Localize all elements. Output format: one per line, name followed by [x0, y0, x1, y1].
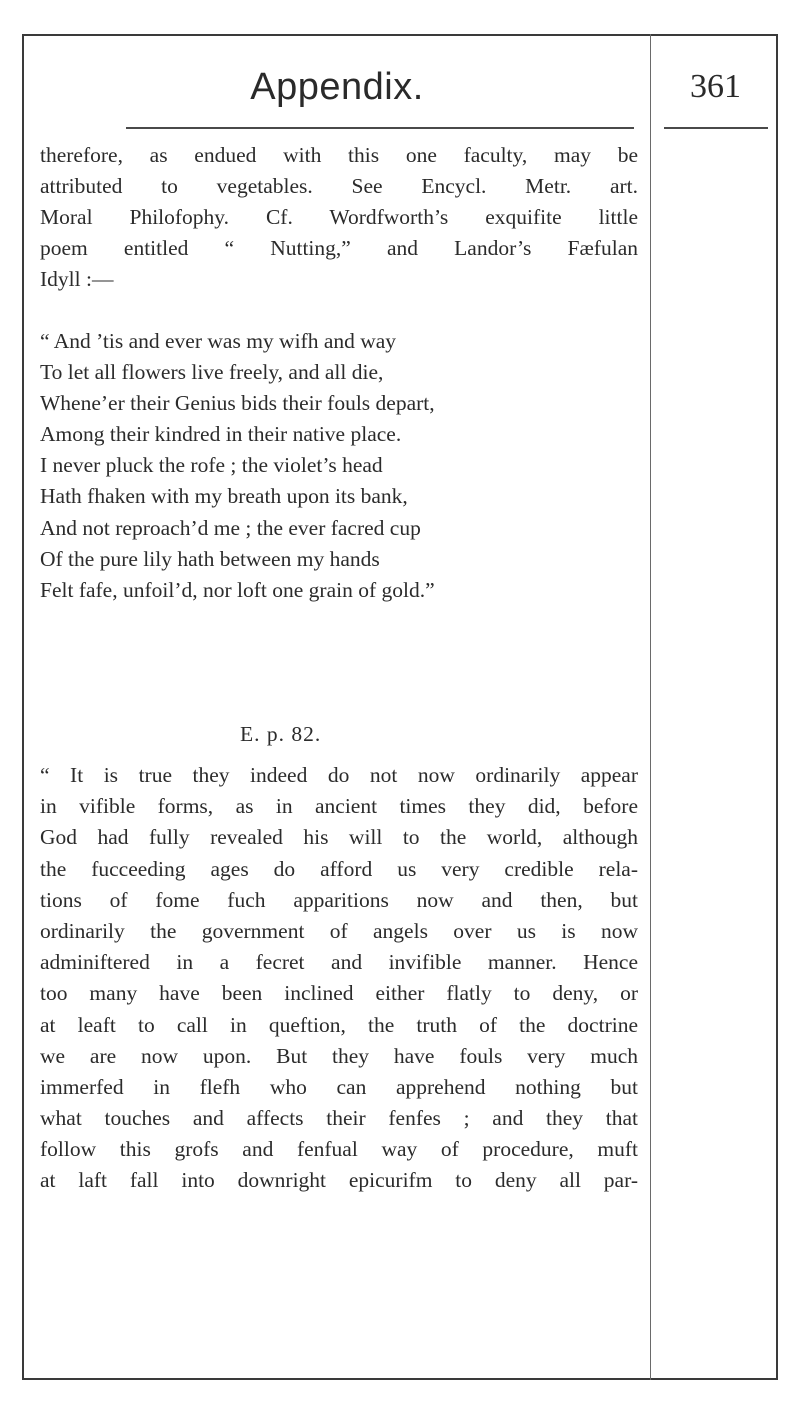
text-line: the fucceeding ages do afford us very credible rela- — [40, 856, 638, 881]
text-line: follow this grofs and fenfual way of procedure, muft — [40, 1137, 638, 1162]
page-title: Appendix. — [250, 66, 424, 108]
poem-quotation — [40, 326, 638, 606]
text-line: adminiftered in a fecret and invifible manner. Hence — [40, 950, 638, 975]
poem-line: To let all flowers live freely, and all die, — [40, 360, 384, 385]
text-line: poem entitled “ Nutting,” and Landor’s Fæfulan — [40, 236, 638, 261]
page-number-rule — [664, 127, 768, 129]
poem-line: And not reproach’d me ; the ever facred cup — [40, 515, 421, 540]
section-heading: E. p. 82. — [240, 722, 322, 746]
text-line: Moral Philofophy. Cf. Wordfworth’s exquifite little — [40, 205, 638, 230]
text-line: Idyll :— — [40, 267, 114, 292]
text-line: immerfed in flefh who can apprehend nothing but — [40, 1074, 638, 1099]
text-line: what touches and affects their fenfes ; and they that — [40, 1106, 638, 1131]
text-line: in vifible forms, as in ancient times they did, before — [40, 794, 638, 819]
text-line: tions of fome fuch apparitions now and then, but — [40, 887, 638, 912]
text-line: God had fully revealed his will to the world, although — [40, 825, 638, 850]
text-line: “ It is true they indeed do not now ordinarily appear — [40, 763, 638, 787]
poem-line: Of the pure lily hath between my hands — [40, 546, 380, 571]
quotation-paragraph — [40, 760, 638, 1197]
poem-line: “ And ’tis and ever was my wifh and way — [40, 329, 397, 353]
text-line: ordinarily the government of angels over us is now — [40, 918, 638, 943]
text-line: at laft fall into downright epicurifm to deny all par- — [40, 1168, 638, 1193]
text-line: we are now upon. But they have fouls very much — [40, 1043, 638, 1068]
text-line: too many have been inclined either flatly to deny, or — [40, 981, 638, 1006]
poem-line: Among their kindred in their native place. — [40, 422, 402, 447]
poem-line: I never pluck the rofe ; the violet’s head — [40, 453, 383, 478]
text-line: at leaft to call in queftion, the truth of the doctrine — [40, 1012, 638, 1037]
text-line: therefore, as endued with this one faculty, may be — [40, 143, 638, 167]
poem-line: Felt fafe, unfoil’d, nor loft one grain of gold.” — [40, 577, 435, 602]
page-number: 361 — [690, 68, 741, 105]
poem-line: Whene’er their Genius bids their fouls depart, — [40, 391, 435, 416]
title-rule — [126, 127, 634, 129]
intro-paragraph — [40, 140, 638, 295]
poem-line: Hath fhaken with my breath upon its bank, — [40, 484, 408, 509]
text-line: attributed to vegetables. See Encycl. Metr. art. — [40, 174, 638, 199]
column-divider — [650, 34, 651, 1380]
